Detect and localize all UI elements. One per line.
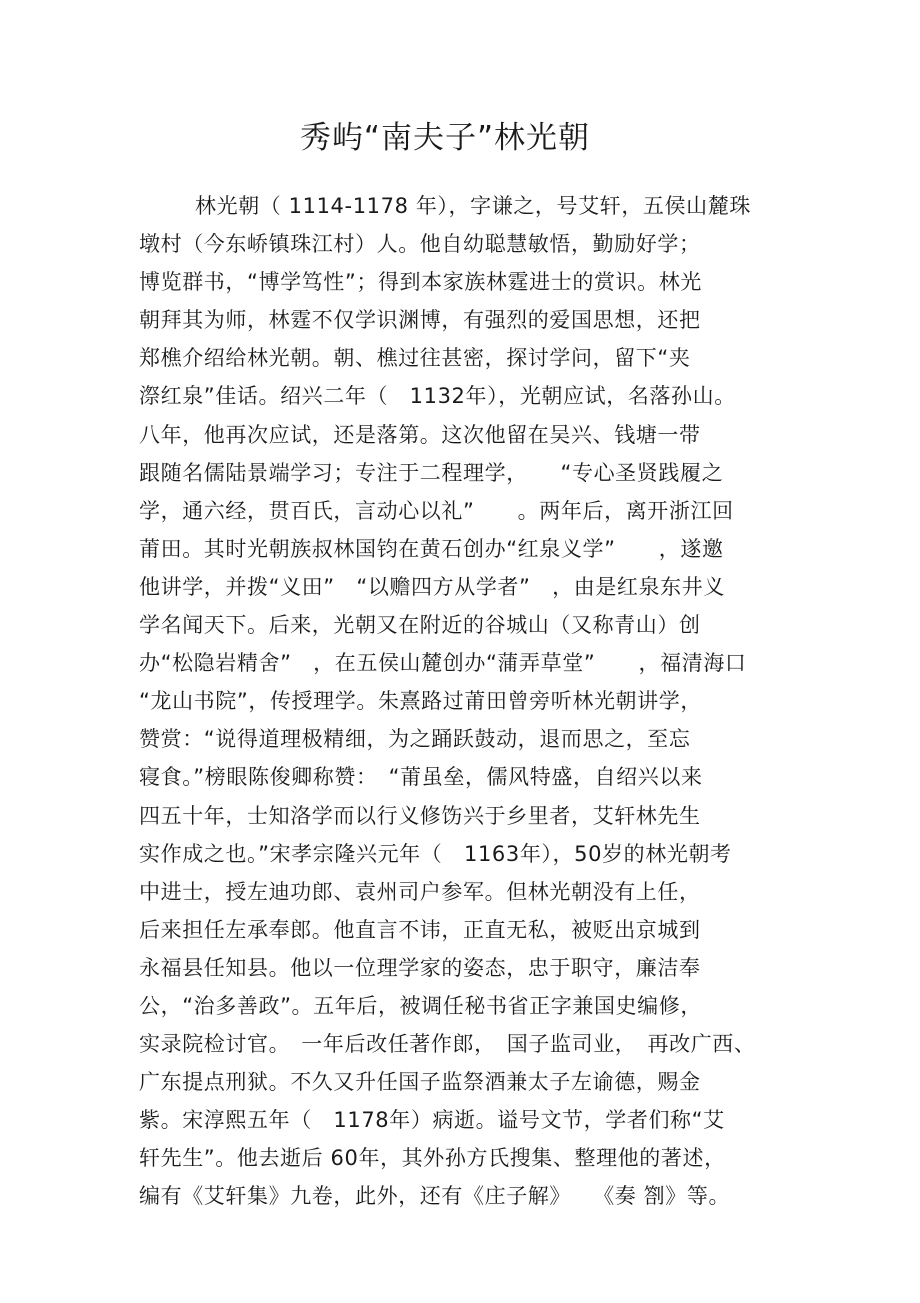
text-line: 后来担任左承奉郎。他直言不讳，正直无私，被贬出京城到	[139, 917, 701, 942]
body-paragraph	[139, 190, 789, 1219]
text-line: 漈红泉”佳话。绍兴二年（ 1132年），光朝应试，名落孙山。	[139, 384, 736, 409]
text-line: 跟随名儒陆景端学习；专注于二程理学， “专心圣贤践履之	[139, 460, 724, 485]
text-line: 办“松隐岩精舍” ，在五侯山麓创办“蒲弄草堂” ，福清海口	[139, 651, 747, 676]
text-line: 实作成之也。”宋孝宗隆兴元年（ 1163年），50岁的林光朝考	[139, 841, 732, 866]
text-line: 学名闻天下。后来，光朝又在附近的谷城山（又称青山）创	[139, 613, 701, 638]
text-line: 永福县任知县。他以一位理学家的姿态，忠于职守，廉洁奉	[139, 955, 701, 980]
text-line: 赞赏：“说得道理极精细，为之踊跃鼓动，退而思之，至忘	[139, 727, 691, 752]
text-line: 广东提点刑狱。不久又升任国子监祭酒兼太子左谕德，赐金	[139, 1070, 701, 1095]
text-line: 墩村（今东峤镇珠江村）人。他自幼聪慧敏悟，勤励好学；	[139, 232, 701, 257]
text-line: 公，“治多善政”。五年后，被调任秘书省正字兼国史编修，	[139, 993, 702, 1018]
text-line: 实录院检讨官。 一年后改任著作郎， 国子监司业， 再改广西、	[139, 1032, 756, 1057]
text-line: 林光朝（ 1114-1178 年），字谦之，号艾轩，五侯山麓珠	[195, 194, 751, 218]
text-line: 八年，他再次应试，还是落第。这次他留在吴兴、钱塘一带	[139, 422, 701, 447]
text-line: 中进士，授左迪功郎、袁州司户参军。但林光朝没有上任，	[139, 879, 701, 904]
text-line: 学，通六经，贯百氏，言动心以礼” 。两年后，离开浙江回	[139, 498, 734, 523]
text-line: “龙山书院”，传授理学。朱熹路过莆田曾旁听林光朝讲学，	[139, 689, 702, 714]
document-title: 秀屿“南夫子”林光朝	[299, 120, 591, 156]
text-line: 紫。宋淳熙五年（ 1178年）病逝。谥号文节，学者们称“艾	[139, 1108, 725, 1133]
text-line: 朝拜其为师，林霆不仅学识渊博，有强烈的爱国思想，还把	[139, 308, 701, 333]
text-line: 莆田。其时光朝族叔林国钧在黄石创办“红泉义学” ，遂邀	[139, 536, 724, 561]
text-line: 编有《艾轩集》九卷，此外，还有《庄子解》 《奏 劄》等。	[139, 1184, 731, 1209]
text-line: 他讲学，并拨“义田” “以赡四方从学者” ，由是红泉东井义	[139, 574, 725, 599]
text-line: 寝食。”榜眼陈俊卿称赞： “莆虽垒，儒风特盛，自绍兴以来	[139, 765, 703, 790]
text-line: 轩先生”。他去逝后 60年，其外孙方氏搜集、整理他的著述，	[139, 1146, 726, 1171]
text-line: 四五十年，士知洛学而以行义修饬兴于乡里者，艾轩林先生	[139, 803, 701, 828]
text-line: 博览群书，“博学笃性”；得到本家族林霆进士的赏识。林光	[139, 270, 702, 295]
text-line: 郑樵介绍给林光朝。朝、樵过往甚密，探讨学问，留下“夹	[139, 346, 691, 371]
